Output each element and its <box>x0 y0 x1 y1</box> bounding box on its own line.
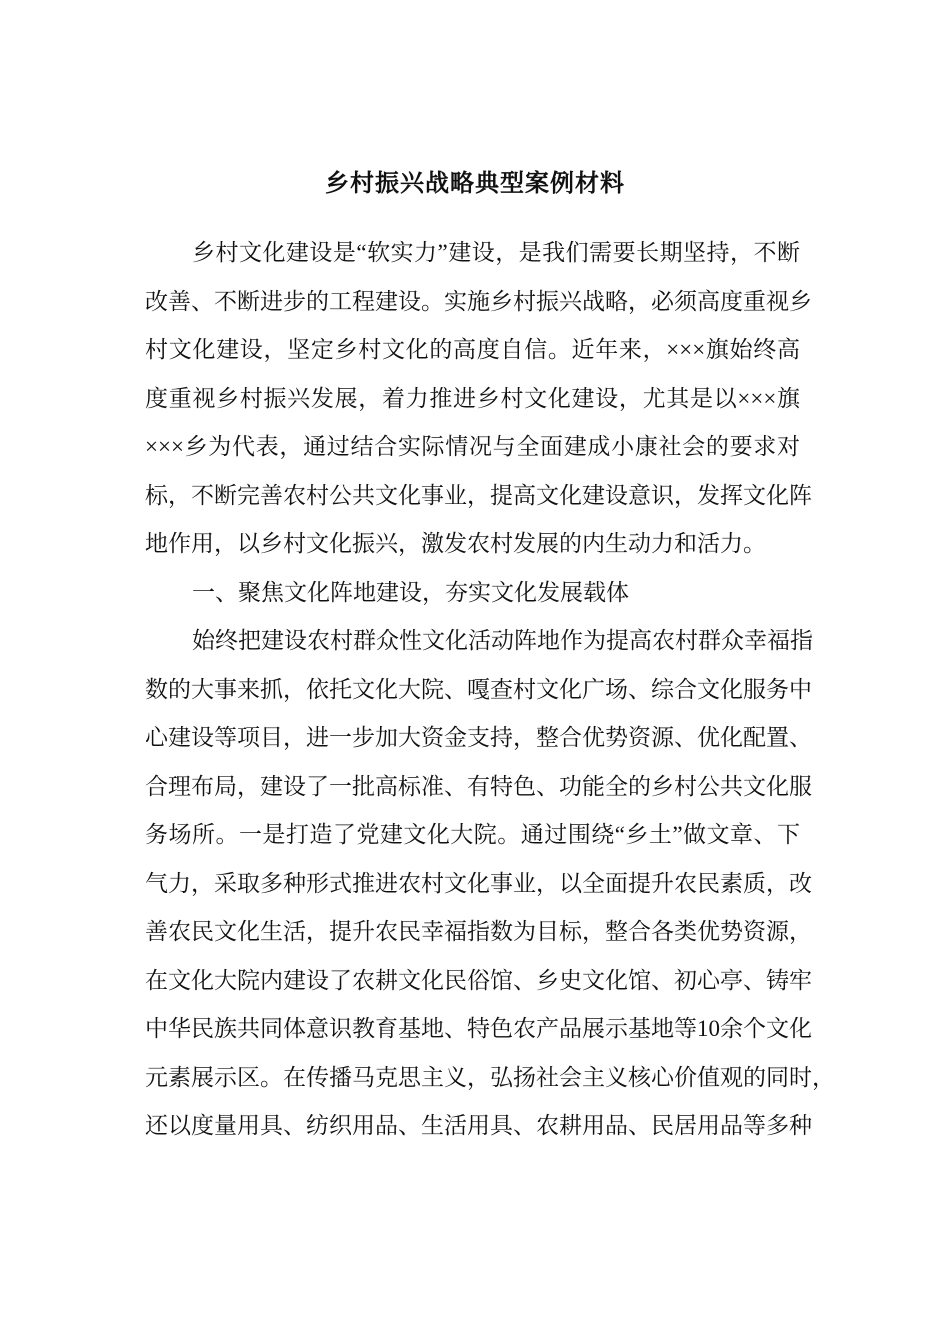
paragraph-line: 标，不断完善农村公共文化事业，提高文化建设意识，发挥文化阵 <box>145 482 812 508</box>
paragraph-line: 务场所。一是打造了党建文化大院。通过围绕“乡土”做文章、下 <box>145 822 800 847</box>
paragraph-line: 地作用，以乡村文化振兴，激发农村发展的内生动力和活力。 <box>145 531 766 556</box>
paragraph-line: 中华民族共同体意识教育基地、特色农产品展示基地等10余个文化 <box>145 1016 812 1041</box>
paragraph-line: 元素展示区。在传播马克思主义，弘扬社会主义核心价值观的同时， <box>145 1064 835 1090</box>
document-body <box>145 236 835 1158</box>
paragraph-line: 乡村文化建设是“软实力”建设，是我们需要长期坚持，不断 <box>192 240 800 265</box>
paragraph-line: 气力，采取多种形式推进农村文化事业，以全面提升农民素质，改 <box>145 870 812 896</box>
paragraph-line: 合理布局，建设了一批高标准、有特色、功能全的乡村公共文化服 <box>145 773 812 799</box>
paragraph-line: 改善、不断进步的工程建设。实施乡村振兴战略，必须高度重视乡 <box>145 288 812 314</box>
paragraph-line: 数的大事来抓，依托文化大院、嘎查村文化广场、综合文化服务中 <box>145 676 812 702</box>
paragraph-line: 村文化建设，坚定乡村文化的高度自信。近年来，×××旗始终高 <box>145 337 800 362</box>
document-title: 乡村振兴战略典型案例材料 <box>325 171 625 197</box>
paragraph-line: 始终把建设农村群众性文化活动阵地作为提高农村群众幸福指 <box>192 628 813 653</box>
paragraph-line: 善农民文化生活，提升农民幸福指数为目标，整合各类优势资源， <box>145 919 812 944</box>
paragraph-line: 度重视乡村振兴发展，着力推进乡村文化建设，尤其是以×××旗 <box>145 385 800 411</box>
paragraph-line: ×××乡为代表，通过结合实际情况与全面建成小康社会的要求对 <box>145 434 800 459</box>
paragraph-line: 还以度量用具、纺织用品、生活用具、农耕用品、民居用品等多种 <box>145 1113 812 1138</box>
paragraph-line: 心建设等项目，进一步加大资金支持，整合优势资源、优化配置、 <box>145 725 812 750</box>
section-heading: 一、聚焦文化阵地建设，夯实文化发展载体 <box>192 579 629 605</box>
paragraph-line: 在文化大院内建设了农耕文化民俗馆、乡史文化馆、初心亭、铸牢 <box>145 967 812 993</box>
